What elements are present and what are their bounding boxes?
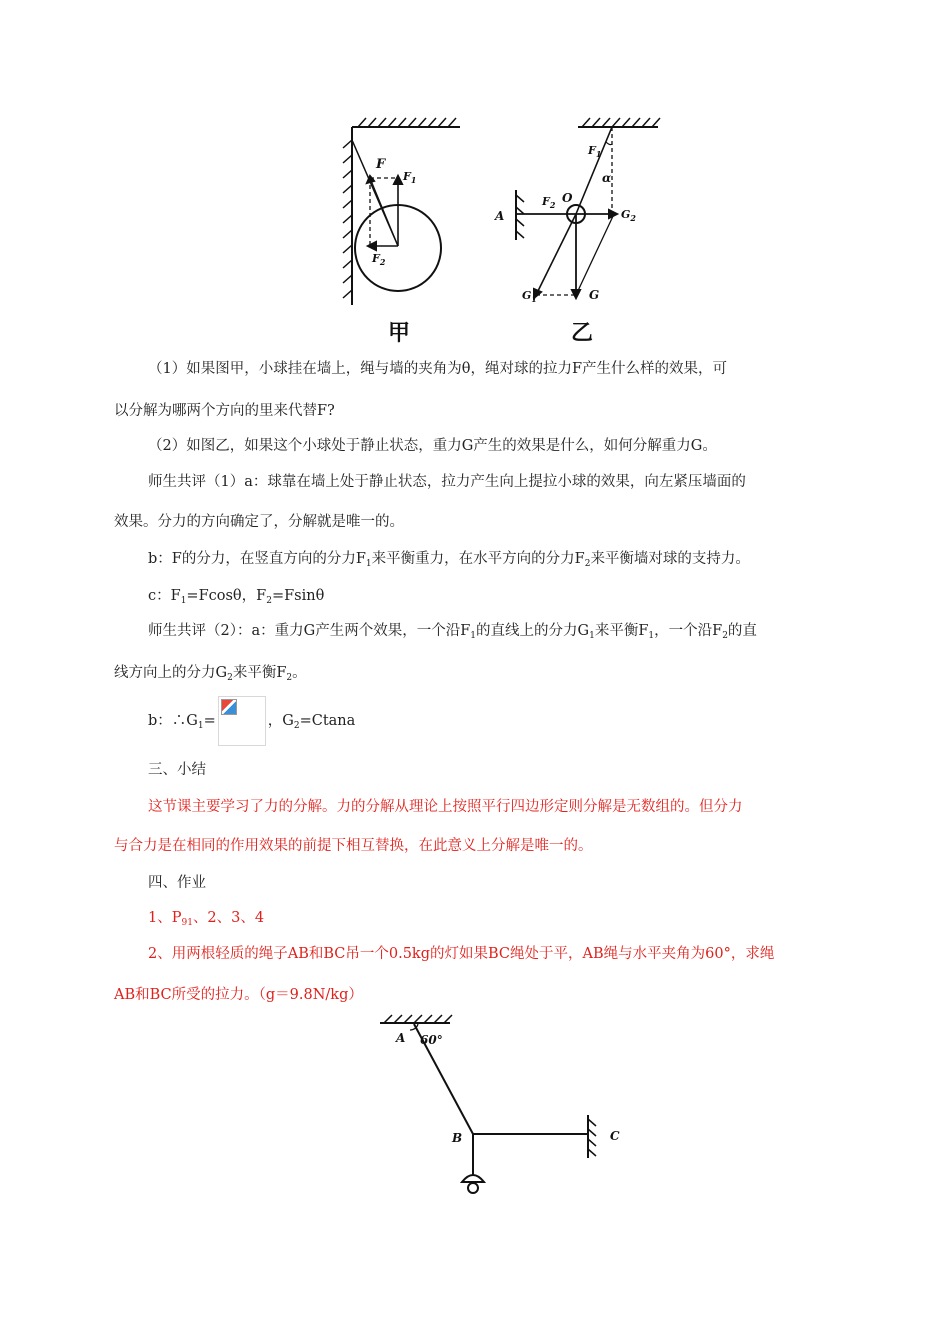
- paragraph-question-1b: 以分解为哪两个方向的里来代替F?: [114, 403, 335, 419]
- paragraph-question-1a: （1）如果图甲，小球挂在墙上，绳与墙的夹角为θ，绳对球的拉力F产生什么样的效果，可: [148, 361, 728, 377]
- figure-label-jia: 甲: [388, 321, 411, 346]
- summary-text-b: 与合力是在相同的作用效果的前提下相互替换，在此意义上分解是唯一的。: [114, 838, 593, 854]
- paragraph-review-1b: 效果。分力的方向确定了，分解就是唯一的。: [114, 514, 404, 530]
- figure-label-yi: 乙: [571, 321, 594, 346]
- paragraph-review-2b: 线方向上的分力$G_2$来平衡$F_2$。: [114, 665, 307, 683]
- paragraph-question-2: （2）如图乙，如果这个小球处于静止状态，重力G产生的效果是什么，如何分解重力G。: [148, 438, 717, 454]
- homework-item-2a: 2、用两根轻质的绳子AB和BC吊一个0.5kg的灯如果BC绳处于平，AB绳与水平夹角为60°，求绳: [148, 946, 775, 962]
- paragraph-review-2a: 师生共评（2）：a：重力G产生两个效果，一个沿$F_1$的直线上的分力$G_1$来平衡$F_1$，一个沿$F_2$的直: [148, 623, 757, 641]
- heading-homework: 四、作业: [148, 875, 206, 891]
- label-c: C: [610, 1129, 620, 1143]
- paragraph-review-b: b：F的分力，在竖直方向的分力$F_1$来平衡重力，在水平方向的分力$F_2$来平衡墙对球的支持力。: [148, 551, 750, 569]
- figure-lamp-ropes: [370, 1010, 640, 1200]
- paragraph-review-c: c：$F_1=Fcos\theta$，$F_2=Fsin\theta$: [148, 588, 325, 606]
- yi-label-o: O: [562, 191, 573, 205]
- paragraph-review-2-formula: b：$\therefore G_1=$ ，$G_2=Ctana$: [148, 696, 872, 748]
- jia-label-f2: $F_2$: [372, 252, 386, 267]
- broken-image-icon: [221, 699, 237, 715]
- yi-label-g: G: [589, 288, 600, 302]
- jia-label-f1: $F_1$: [403, 170, 417, 185]
- label-a: A: [396, 1031, 406, 1045]
- figure-jia-yi: [330, 110, 670, 350]
- yi-label-alpha: α: [602, 171, 612, 185]
- homework-item-1: 1、$P_{91}$、2、3、4: [148, 910, 265, 928]
- label-b: B: [452, 1131, 463, 1145]
- label-60-degrees: 60°: [420, 1033, 443, 1047]
- heading-summary: 三、小结: [148, 762, 206, 778]
- summary-text-a: 这节课主要学习了力的分解。力的分解从理论上按照平行四边形定则分解是无数组的。但分力: [148, 799, 743, 815]
- yi-label-a: A: [495, 209, 505, 223]
- yi-label-g2: $G_2$: [621, 208, 636, 223]
- yi-label-g1: $G_1$: [522, 289, 537, 304]
- homework-item-2b: AB和BC所受的拉力。（g＝9.8N/kg）: [114, 987, 363, 1003]
- yi-label-f1: $F_1$: [588, 144, 602, 159]
- yi-label-f2: $F_2$: [542, 195, 556, 210]
- jia-diagram: [343, 118, 460, 305]
- broken-image-formula: [218, 696, 266, 746]
- jia-label-f: F: [376, 157, 386, 172]
- paragraph-review-1a: 师生共评（1）a：球靠在墙上处于静止状态，拉力产生向上提拉小球的效果，向左紧压墙面的: [148, 474, 746, 490]
